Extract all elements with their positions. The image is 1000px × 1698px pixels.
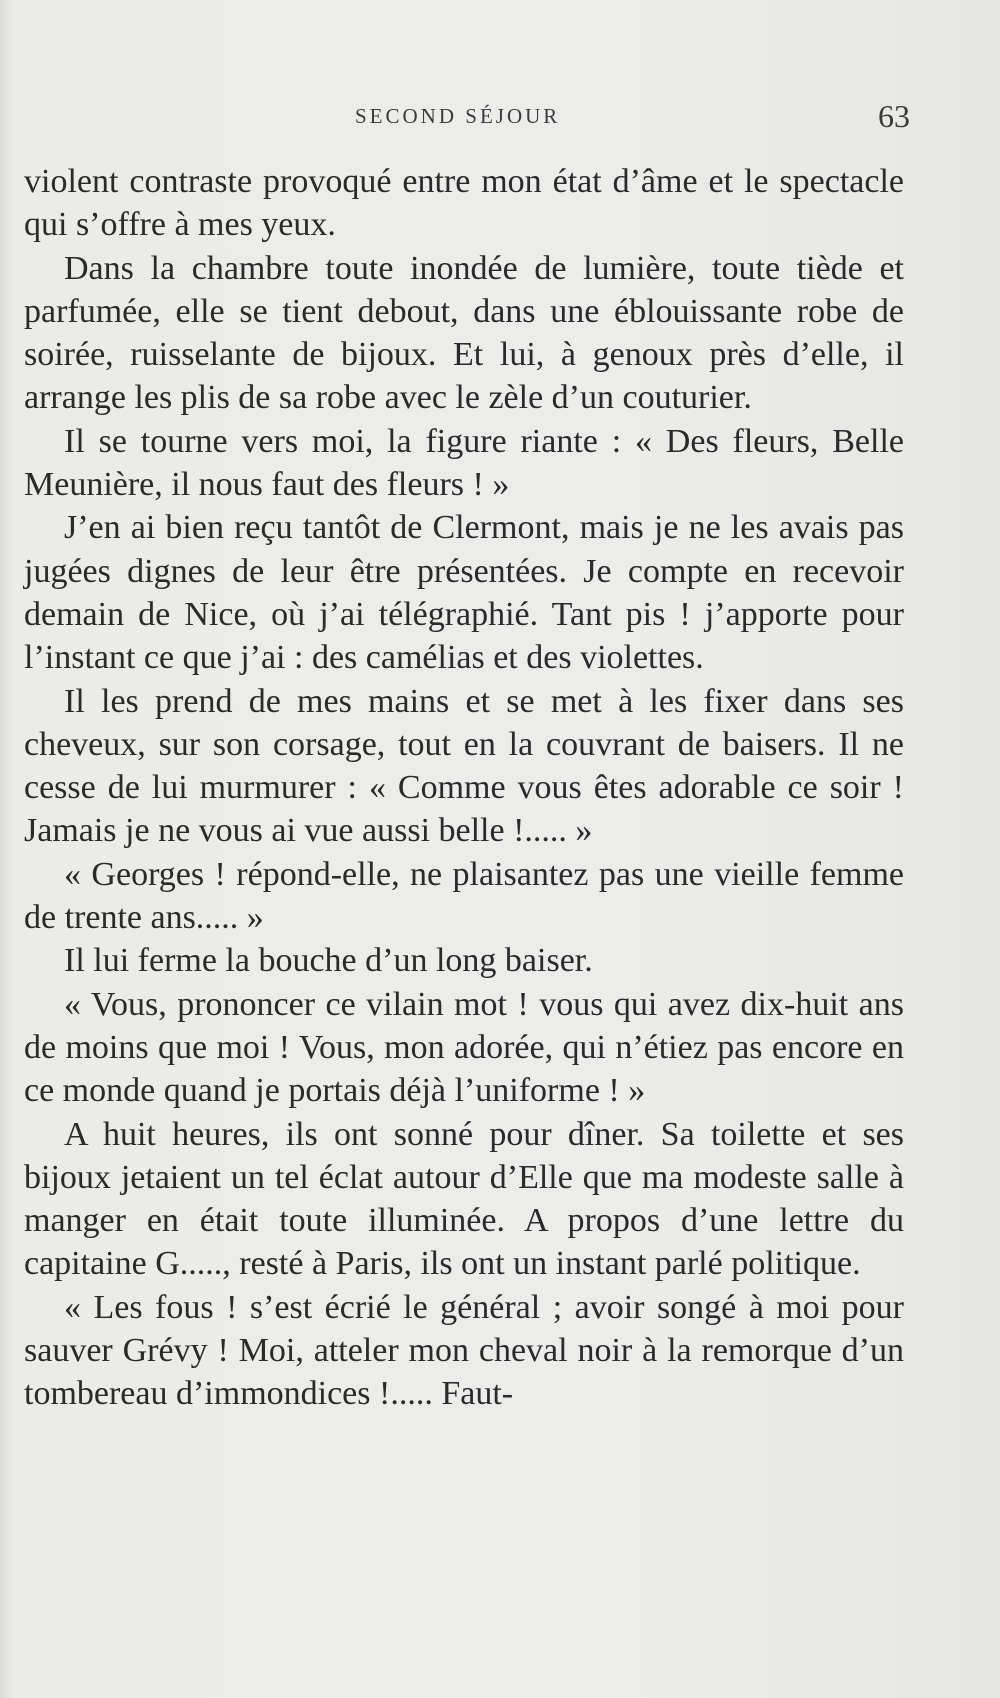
paragraph: Il se tourne vers moi, la figure riante : « Des fleurs, Belle Meunière, il nous faut des fleurs ! » (24, 422, 904, 504)
paragraph: violent contraste provoqué entre mon état d’âme et le spectacle qui s’offre à mes yeux. (24, 163, 904, 244)
paragraph: A huit heures, ils ont sonné pour dîner. Sa toilette et ses bijoux jetaient un tel éclat autour d’Elle que ma modeste salle à manger en était toute illuminée. A propos d’une lettre du capitaine G....., resté à Paris, ils ont un instant parlé politique. (24, 1115, 904, 1283)
running-title: SECOND SÉJOUR (355, 104, 561, 128)
paragraph: J’en ai bien reçu tantôt de Clermont, mais je ne les avais pas jugées dignes de leur être présentées. Je compte en recevoir demain de Nice, où j’ai télégraphié. Tant pis ! j’apporte pour l’instant ce que j’ai : des camélias et des violettes. (24, 509, 904, 677)
paragraph: Dans la chambre toute inondée de lumière, toute tiède et parfumée, elle se tient debout, dans une éblouissante robe de soirée, ruisselante de bijoux. Et lui, à genoux près d’elle, il arrange les plis de sa robe avec le zèle d’un couturier. (24, 249, 904, 417)
paragraph: Il les prend de mes mains et se met à les fixer dans ses cheveux, sur son corsage, tout en la couvrant de baisers. Il ne cesse de lui murmurer : « Comme vous êtes adorable ce soir ! Jamais je ne vous ai vue aussi belle !..... » (24, 682, 904, 850)
page-number: 63 (878, 98, 910, 134)
paragraph: « Georges ! répond-elle, ne plaisantez pas une vieille femme de trente ans..... » (24, 855, 904, 937)
paragraph: « Vous, prononcer ce vilain mot ! vous qui avez dix-huit ans de moins que moi ! Vous, mon adorée, qui n’étiez pas encore en ce monde quand je portais déjà l’uniforme ! » (24, 985, 904, 1110)
running-head (0, 98, 1000, 144)
paragraph: « Les fous ! s’est écrié le général ; avoir songé à moi pour sauver Grévy ! Moi, atteler mon cheval noir à la remorque d’un tombereau d’immondices !..... Faut- (24, 1288, 904, 1413)
paragraph: Il lui ferme la bouche d’un long baiser. (64, 942, 593, 980)
body-text (24, 160, 904, 1416)
